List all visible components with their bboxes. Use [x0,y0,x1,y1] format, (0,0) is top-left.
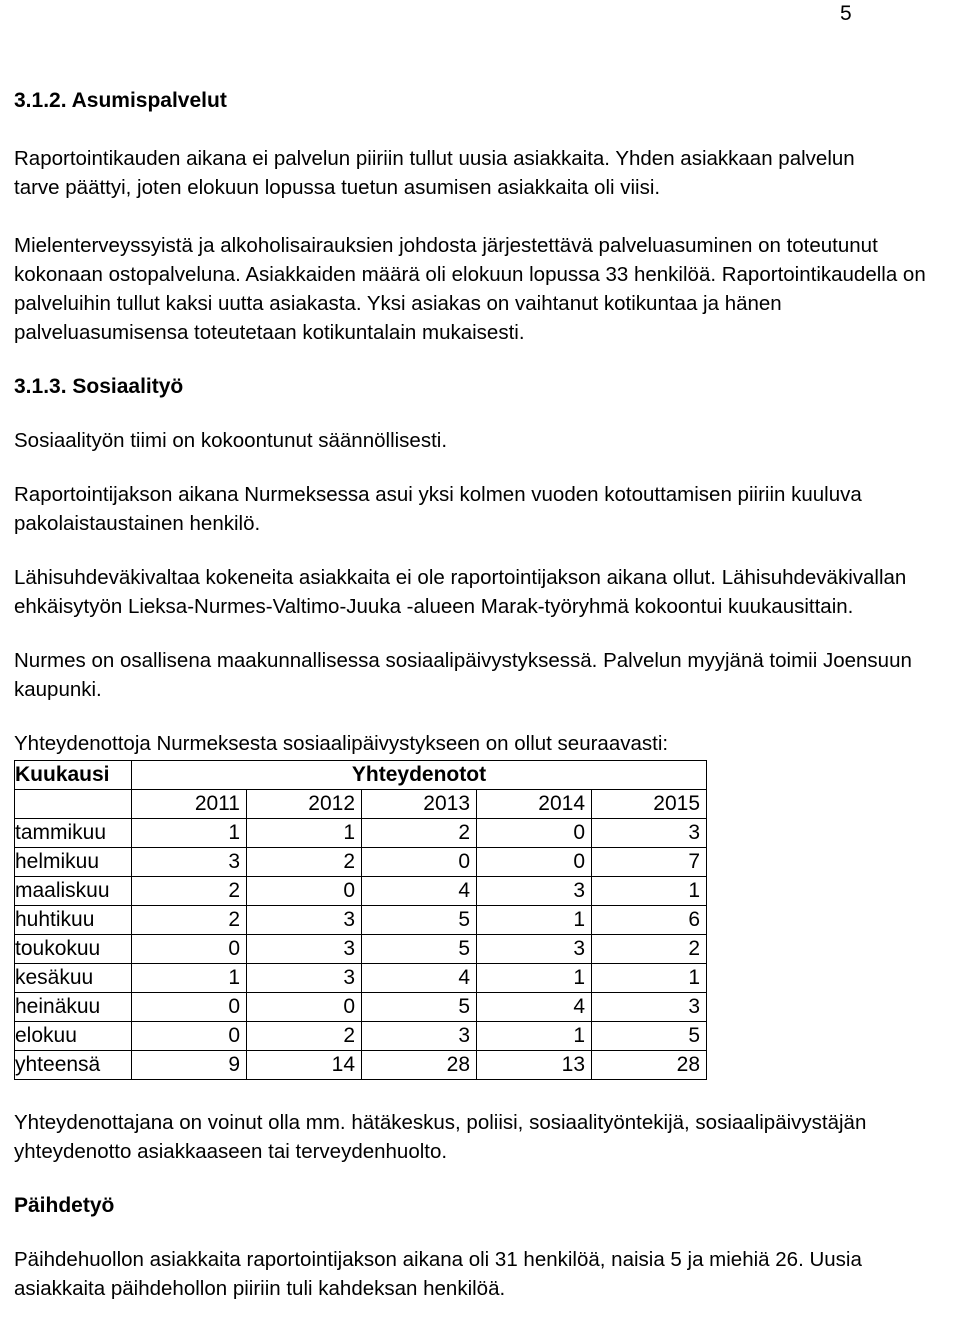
value-cell: 7 [592,848,707,877]
value-cell: 1 [592,877,707,906]
value-cell: 0 [132,1022,247,1051]
value-cell: 2 [247,848,362,877]
month-cell: tammikuu [15,819,132,848]
value-cell: 28 [592,1051,707,1080]
value-cell: 2 [362,819,477,848]
value-cell: 2 [132,877,247,906]
value-cell: 0 [132,993,247,1022]
table-row [15,993,707,1022]
month-cell: huhtikuu [15,906,132,935]
table-body [15,819,707,1080]
table-row [15,1022,707,1051]
value-cell: 5 [362,906,477,935]
paragraph: Päihdehuollon asiakkaita raportointijakson aikana oli 31 henkilöä, naisia 5 ja miehiä 26. Uusia asiakkaita päihdehollon piiriin tuli kahdeksan henkilöä. [14,1248,862,1300]
section-heading-paihdetyo: Päihdetyö [14,1194,115,1217]
month-cell: yhteensä [15,1051,132,1080]
paragraph: Raportointikauden aikana ei palvelun piiriin tullut uusia asiakkaita. Yhden asiakkaan palvelun tarve päättyi, joten elokuun lopussa tuetun asumisen asiakkaita oli viisi. [14,147,855,199]
value-cell: 3 [477,877,592,906]
value-cell: 2 [132,906,247,935]
value-cell: 1 [477,1022,592,1051]
value-cell: 0 [132,935,247,964]
table-row [15,964,707,993]
value-cell: 9 [132,1051,247,1080]
table-row [15,906,707,935]
table-years-row [15,790,707,819]
value-cell: 4 [362,964,477,993]
table-intro: Yhteydenottoja Nurmeksesta sosiaalipäivystykseen on ollut seuraavasti: [14,732,669,755]
value-cell: 0 [477,848,592,877]
year-header: 2011 [132,790,247,819]
value-cell: 1 [477,906,592,935]
table-row [15,848,707,877]
year-header: 2015 [592,790,707,819]
value-cell: 0 [362,848,477,877]
paragraph: Raportointijakson aikana Nurmeksessa asui yksi kolmen vuoden kotouttamisen piiriin kuuluva pakolaistaustainen henkilö. [14,483,862,535]
value-cell: 3 [132,848,247,877]
value-cell: 0 [477,819,592,848]
table-row [15,1051,707,1080]
month-cell: elokuu [15,1022,132,1051]
year-header: 2013 [362,790,477,819]
paragraph: Nurmes on osallisena maakunnallisessa sosiaalipäivystyksessä. Palvelun myyjänä toimii Joensuun kaupunki. [14,649,912,701]
document-body [14,86,948,1303]
section-heading-sosiaalityo: 3.1.3. Sosiaalityö [14,375,184,398]
value-cell: 3 [592,993,707,1022]
value-cell: 3 [362,1022,477,1051]
empty-cell [15,790,132,819]
table-header-row [15,761,707,790]
value-cell: 2 [247,1022,362,1051]
value-cell: 2 [592,935,707,964]
value-cell: 1 [132,819,247,848]
value-cell: 4 [362,877,477,906]
column-header-month: Kuukausi [15,761,132,790]
month-cell: heinäkuu [15,993,132,1022]
paragraph: Mielenterveyssyistä ja alkoholisairauksien johdosta järjestettävä palveluasuminen on toteutunut kokonaan ostopalveluna. Asiakkaiden määrä oli elokuun lopussa 33 henkilöä. Raportointikaudella on palveluihin tullut kaksi uutta asiakasta. Yksi asiakas on vaihtanut kotikuntaa ja hänen palveluasumisensa toteutetaan kotikuntalain mukaisesti. [14,234,926,344]
value-cell: 3 [247,935,362,964]
value-cell: 3 [477,935,592,964]
paragraph: Sosiaalityön tiimi on kokoontunut säännöllisesti. [14,429,448,452]
value-cell: 0 [247,993,362,1022]
value-cell: 28 [362,1051,477,1080]
value-cell: 1 [132,964,247,993]
value-cell: 4 [477,993,592,1022]
paragraph: Yhteydenottajana on voinut olla mm. hätäkeskus, poliisi, sosiaalityöntekijä, sosiaalipäivystäjän yhteydenotto asiakkaaseen tai terveydenhuolto. [14,1111,867,1163]
page-number: 5 [840,2,852,25]
year-header: 2012 [247,790,362,819]
year-header: 2014 [477,790,592,819]
value-cell: 1 [247,819,362,848]
value-cell: 3 [247,964,362,993]
value-cell: 1 [477,964,592,993]
value-cell: 5 [362,935,477,964]
value-cell: 14 [247,1051,362,1080]
month-cell: maaliskuu [15,877,132,906]
table-row [15,877,707,906]
month-cell: kesäkuu [15,964,132,993]
value-cell: 5 [592,1022,707,1051]
value-cell: 1 [592,964,707,993]
paragraph: Lähisuhdeväkivaltaa kokeneita asiakkaita ei ole raportointijakson aikana ollut. Lähisuhdeväkivallan ehkäisytyön Lieksa-Nurmes-Valtimo-Juuka -alueen Marak-työryhmä kokoontui kuukausittain. [14,566,907,618]
section-heading-asumispalvelut: 3.1.2. Asumispalvelut [14,89,227,112]
value-cell: 5 [362,993,477,1022]
table-row [15,819,707,848]
contacts-table [14,760,707,1080]
column-header-contacts: Yhteydenotot [132,761,707,790]
month-cell: helmikuu [15,848,132,877]
month-cell: toukokuu [15,935,132,964]
value-cell: 6 [592,906,707,935]
value-cell: 3 [247,906,362,935]
value-cell: 13 [477,1051,592,1080]
value-cell: 3 [592,819,707,848]
table-row [15,935,707,964]
value-cell: 0 [247,877,362,906]
